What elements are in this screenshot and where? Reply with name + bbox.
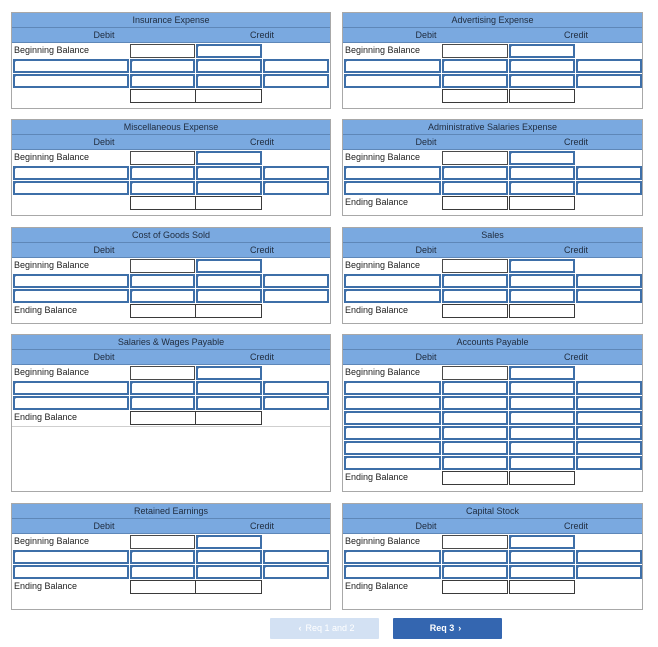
beginning-balance-label: Beginning Balance: [14, 367, 90, 377]
total-debit: [130, 196, 195, 210]
beginning-balance-row: [12, 258, 330, 273]
entry-credit-input[interactable]: [576, 411, 642, 425]
entry-account-select[interactable]: [344, 59, 441, 73]
entry-row: [343, 425, 642, 440]
column-header: [343, 28, 642, 43]
ending-balance-label: Ending Balance: [14, 581, 78, 591]
ending-balance-row: [343, 470, 642, 485]
entry-debit-input[interactable]: [130, 550, 195, 564]
entry-account-select[interactable]: [13, 565, 129, 579]
total-credit: [509, 89, 575, 103]
t-account-retained-earnings: [11, 503, 331, 610]
account-title: Cost of Goods Sold: [12, 228, 330, 243]
entry-account-select[interactable]: [344, 426, 441, 440]
credit-header: Credit: [563, 352, 588, 362]
column-header: [12, 350, 330, 365]
t-account-miscellaneous-expense: [11, 119, 331, 216]
entry-debit-input[interactable]: [130, 274, 195, 288]
entry-credit-account-select[interactable]: [509, 565, 575, 579]
entry-debit-input[interactable]: [442, 166, 508, 180]
t-account-capital-stock: [342, 503, 643, 610]
entry-account-select[interactable]: [13, 74, 129, 88]
ending-debit: [130, 580, 195, 594]
ending-balance-label: Ending Balance: [345, 305, 409, 315]
debit-header: Debit: [415, 521, 437, 531]
beginning-credit-input[interactable]: [509, 535, 575, 549]
entry-debit-input[interactable]: [442, 441, 508, 455]
credit-header: Credit: [563, 30, 588, 40]
entry-credit-input[interactable]: [263, 59, 329, 73]
entry-credit-account-select[interactable]: [196, 74, 262, 88]
beginning-credit-input[interactable]: [196, 151, 262, 165]
beginning-credit-input[interactable]: [196, 535, 262, 549]
total-debit: [442, 89, 508, 103]
entry-row: [343, 288, 642, 303]
entry-credit-account-select[interactable]: [509, 381, 575, 395]
entry-account-select[interactable]: [344, 289, 441, 303]
beginning-credit-input[interactable]: [509, 259, 575, 273]
beginning-balance-label: Beginning Balance: [345, 152, 421, 162]
entry-credit-input[interactable]: [263, 166, 329, 180]
entry-debit-input[interactable]: [442, 396, 508, 410]
t-account-accounts-payable: [342, 334, 643, 492]
beginning-debit-input[interactable]: [442, 535, 508, 549]
total-row: [12, 195, 330, 210]
entry-account-select[interactable]: [344, 441, 441, 455]
beginning-balance-label: Beginning Balance: [14, 260, 90, 270]
entry-credit-input[interactable]: [263, 381, 329, 395]
ending-debit: [442, 471, 508, 485]
entry-debit-input[interactable]: [442, 181, 508, 195]
account-title: Retained Earnings: [12, 504, 330, 519]
beginning-balance-label: Beginning Balance: [14, 45, 90, 55]
entry-credit-account-select[interactable]: [196, 565, 262, 579]
credit-header: Credit: [249, 30, 274, 40]
entry-debit-input[interactable]: [442, 456, 508, 470]
entry-debit-input[interactable]: [442, 289, 508, 303]
entry-credit-account-select[interactable]: [509, 550, 575, 564]
account-title: Miscellaneous Expense: [12, 120, 330, 135]
entry-credit-input[interactable]: [263, 181, 329, 195]
entry-debit-input[interactable]: [442, 74, 508, 88]
navigation-bar: [0, 618, 658, 640]
entry-debit-input[interactable]: [130, 381, 195, 395]
column-header: [343, 135, 642, 150]
total-credit: [195, 196, 262, 210]
entry-debit-input[interactable]: [130, 396, 195, 410]
entry-account-select[interactable]: [13, 166, 129, 180]
beginning-balance-label: Beginning Balance: [345, 45, 421, 55]
beginning-balance-row: [343, 258, 642, 273]
ending-credit: [509, 196, 575, 210]
entry-credit-input[interactable]: [576, 456, 642, 470]
entry-credit-account-select[interactable]: [509, 59, 575, 73]
next-req-button[interactable]: [393, 618, 502, 639]
ending-debit: [130, 411, 195, 425]
entry-debit-input[interactable]: [442, 274, 508, 288]
total-row: [12, 88, 330, 103]
beginning-balance-row: [12, 365, 330, 380]
ending-debit: [442, 304, 508, 318]
ending-credit: [509, 304, 575, 318]
entry-debit-input[interactable]: [442, 411, 508, 425]
entry-row: [343, 410, 642, 425]
ending-balance-label: Ending Balance: [14, 412, 78, 422]
entry-credit-input[interactable]: [576, 59, 642, 73]
entry-account-select[interactable]: [344, 456, 441, 470]
account-title: Sales: [343, 228, 642, 243]
entry-row: [12, 564, 330, 579]
ending-balance-row: [343, 579, 642, 594]
entry-account-select[interactable]: [344, 181, 441, 195]
debit-header: Debit: [93, 30, 115, 40]
ending-credit: [195, 580, 262, 594]
entry-credit-account-select[interactable]: [509, 396, 575, 410]
beginning-credit-input[interactable]: [509, 44, 575, 58]
t-account-cost-of-goods-sold: [11, 227, 331, 324]
entry-account-select[interactable]: [13, 550, 129, 564]
entry-account-select[interactable]: [344, 74, 441, 88]
entry-row: [343, 58, 642, 73]
entry-credit-input[interactable]: [576, 274, 642, 288]
prev-req-button[interactable]: [270, 618, 379, 639]
t-account-advertising-expense: [342, 12, 643, 109]
entry-row: [12, 180, 330, 195]
total-debit: [130, 89, 195, 103]
ending-balance-label: Ending Balance: [345, 472, 409, 482]
entry-credit-input[interactable]: [263, 274, 329, 288]
beginning-credit-input[interactable]: [509, 151, 575, 165]
ending-balance-label: Ending Balance: [345, 581, 409, 591]
entry-account-select[interactable]: [344, 411, 441, 425]
debit-header: Debit: [415, 245, 437, 255]
beginning-balance-row: [12, 534, 330, 549]
entry-row: [12, 73, 330, 88]
beginning-balance-row: [12, 150, 330, 165]
debit-header: Debit: [93, 521, 115, 531]
entry-account-select[interactable]: [344, 550, 441, 564]
entry-row: [12, 549, 330, 564]
entry-debit-input[interactable]: [130, 565, 195, 579]
ending-credit: [509, 580, 575, 594]
entry-row: [343, 380, 642, 395]
entry-credit-account-select[interactable]: [196, 59, 262, 73]
entry-debit-input[interactable]: [130, 181, 195, 195]
entry-debit-input[interactable]: [442, 59, 508, 73]
entry-debit-input[interactable]: [442, 565, 508, 579]
entry-row: [343, 180, 642, 195]
column-header: [343, 350, 642, 365]
credit-header: Credit: [563, 245, 588, 255]
entry-credit-account-select[interactable]: [196, 181, 262, 195]
beginning-debit-input[interactable]: [130, 366, 195, 380]
entry-account-select[interactable]: [13, 274, 129, 288]
credit-header: Credit: [249, 521, 274, 531]
entry-row: [12, 165, 330, 180]
entry-credit-account-select[interactable]: [509, 74, 575, 88]
beginning-balance-row: [343, 43, 642, 58]
entry-credit-input[interactable]: [263, 565, 329, 579]
ending-credit: [195, 304, 262, 318]
account-title: Capital Stock: [343, 504, 642, 519]
entry-debit-input[interactable]: [442, 381, 508, 395]
entry-account-select[interactable]: [344, 565, 441, 579]
beginning-debit-input[interactable]: [442, 259, 508, 273]
entry-credit-account-select[interactable]: [196, 289, 262, 303]
entry-credit-account-select[interactable]: [509, 181, 575, 195]
column-header: [12, 519, 330, 534]
entry-row: [12, 288, 330, 303]
entry-debit-input[interactable]: [130, 166, 195, 180]
chevron-right-icon: ›: [458, 623, 462, 633]
beginning-credit-input[interactable]: [196, 44, 262, 58]
account-title: Insurance Expense: [12, 13, 330, 28]
debit-header: Debit: [93, 137, 115, 147]
debit-header: Debit: [93, 352, 115, 362]
entry-row: [343, 165, 642, 180]
ending-balance-label: Ending Balance: [14, 305, 78, 315]
credit-header: Credit: [563, 521, 588, 531]
credit-header: Credit: [249, 245, 274, 255]
credit-header: Credit: [249, 352, 274, 362]
entry-row: [343, 395, 642, 410]
beginning-balance-row: [343, 534, 642, 549]
ending-debit: [442, 196, 508, 210]
entry-credit-account-select[interactable]: [509, 166, 575, 180]
entry-credit-account-select[interactable]: [509, 274, 575, 288]
debit-header: Debit: [93, 245, 115, 255]
entry-credit-input[interactable]: [576, 74, 642, 88]
entry-credit-account-select[interactable]: [196, 274, 262, 288]
beginning-credit-input[interactable]: [196, 259, 262, 273]
beginning-debit-input[interactable]: [130, 259, 195, 273]
beginning-debit-input[interactable]: [442, 366, 508, 380]
entry-credit-account-select[interactable]: [509, 441, 575, 455]
entry-credit-input[interactable]: [576, 166, 642, 180]
beginning-debit-input[interactable]: [130, 151, 195, 165]
column-header: [12, 243, 330, 258]
entry-row: [343, 273, 642, 288]
entry-row: [343, 549, 642, 564]
ending-credit: [509, 471, 575, 485]
t-account-insurance-expense: [11, 12, 331, 109]
entry-row: [12, 395, 330, 410]
entry-account-select[interactable]: [344, 166, 441, 180]
entry-credit-account-select[interactable]: [509, 456, 575, 470]
beginning-balance-label: Beginning Balance: [14, 536, 90, 546]
credit-header: Credit: [563, 137, 588, 147]
account-title: Administrative Salaries Expense: [343, 120, 642, 135]
debit-header: Debit: [415, 352, 437, 362]
ending-balance-label: Ending Balance: [345, 197, 409, 207]
entry-debit-input[interactable]: [130, 59, 195, 73]
debit-header: Debit: [415, 30, 437, 40]
ending-credit: [195, 411, 262, 425]
ending-debit: [442, 580, 508, 594]
t-account-salaries-wages-payable: [11, 334, 331, 492]
beginning-balance-label: Beginning Balance: [345, 367, 421, 377]
entry-credit-account-select[interactable]: [196, 396, 262, 410]
beginning-debit-input[interactable]: [130, 44, 195, 58]
prev-req-label: Req 1 and 2: [305, 623, 355, 633]
column-header: [343, 519, 642, 534]
beginning-balance-label: Beginning Balance: [345, 260, 421, 270]
entry-account-select[interactable]: [344, 274, 441, 288]
t-account-sales: [342, 227, 643, 324]
entry-row: [343, 564, 642, 579]
entry-row: [12, 273, 330, 288]
account-title: Accounts Payable: [343, 335, 642, 350]
entry-credit-input[interactable]: [263, 289, 329, 303]
ending-balance-row: [343, 303, 642, 318]
entry-row: [343, 73, 642, 88]
entry-credit-input[interactable]: [576, 396, 642, 410]
entry-credit-input[interactable]: [263, 74, 329, 88]
column-header: [12, 28, 330, 43]
entry-account-select[interactable]: [13, 289, 129, 303]
entry-row: [12, 58, 330, 73]
entry-credit-account-select[interactable]: [509, 289, 575, 303]
entry-row: [12, 380, 330, 395]
next-req-label: Req 3: [429, 623, 455, 633]
beginning-balance-row: [343, 365, 642, 380]
entry-credit-input[interactable]: [576, 426, 642, 440]
debit-header: Debit: [415, 137, 437, 147]
entry-credit-account-select[interactable]: [196, 166, 262, 180]
entry-debit-input[interactable]: [130, 74, 195, 88]
t-account-administrative-salaries-expense: [342, 119, 643, 216]
beginning-balance-row: [343, 150, 642, 165]
entry-account-select[interactable]: [13, 381, 129, 395]
beginning-credit-input[interactable]: [509, 366, 575, 380]
entry-debit-input[interactable]: [442, 550, 508, 564]
ending-balance-row: [343, 195, 642, 210]
ending-balance-row: [12, 579, 330, 594]
beginning-debit-input[interactable]: [442, 44, 508, 58]
chevron-left-icon: ‹: [298, 623, 302, 633]
ending-balance-row: [12, 410, 330, 425]
beginning-balance-label: Beginning Balance: [345, 536, 421, 546]
column-header: [343, 243, 642, 258]
entry-credit-input[interactable]: [576, 289, 642, 303]
entry-credit-input[interactable]: [576, 565, 642, 579]
beginning-balance-row: [12, 43, 330, 58]
entry-account-select[interactable]: [13, 181, 129, 195]
entry-credit-account-select[interactable]: [509, 411, 575, 425]
credit-header: Credit: [249, 137, 274, 147]
beginning-debit-input[interactable]: [442, 151, 508, 165]
entry-credit-input[interactable]: [576, 181, 642, 195]
entry-credit-input[interactable]: [263, 550, 329, 564]
column-header: [12, 135, 330, 150]
entry-credit-account-select[interactable]: [196, 381, 262, 395]
entry-credit-input[interactable]: [576, 381, 642, 395]
entry-credit-input[interactable]: [263, 396, 329, 410]
entry-row: [343, 455, 642, 470]
ending-debit: [130, 304, 195, 318]
ending-balance-row: [12, 303, 330, 318]
total-row: [343, 88, 642, 103]
entry-credit-input[interactable]: [576, 550, 642, 564]
entry-credit-account-select[interactable]: [509, 426, 575, 440]
entry-credit-account-select[interactable]: [196, 550, 262, 564]
entry-debit-input[interactable]: [442, 426, 508, 440]
blank-area: [12, 426, 330, 491]
account-title: Advertising Expense: [343, 13, 642, 28]
entry-account-select[interactable]: [13, 59, 129, 73]
account-title: Salaries & Wages Payable: [12, 335, 330, 350]
entry-account-select[interactable]: [344, 396, 441, 410]
total-credit: [195, 89, 262, 103]
entry-debit-input[interactable]: [130, 289, 195, 303]
beginning-credit-input[interactable]: [196, 366, 262, 380]
entry-account-select[interactable]: [344, 381, 441, 395]
beginning-balance-label: Beginning Balance: [14, 152, 90, 162]
entry-account-select[interactable]: [13, 396, 129, 410]
entry-row: [343, 440, 642, 455]
beginning-debit-input[interactable]: [130, 535, 195, 549]
entry-credit-input[interactable]: [576, 441, 642, 455]
